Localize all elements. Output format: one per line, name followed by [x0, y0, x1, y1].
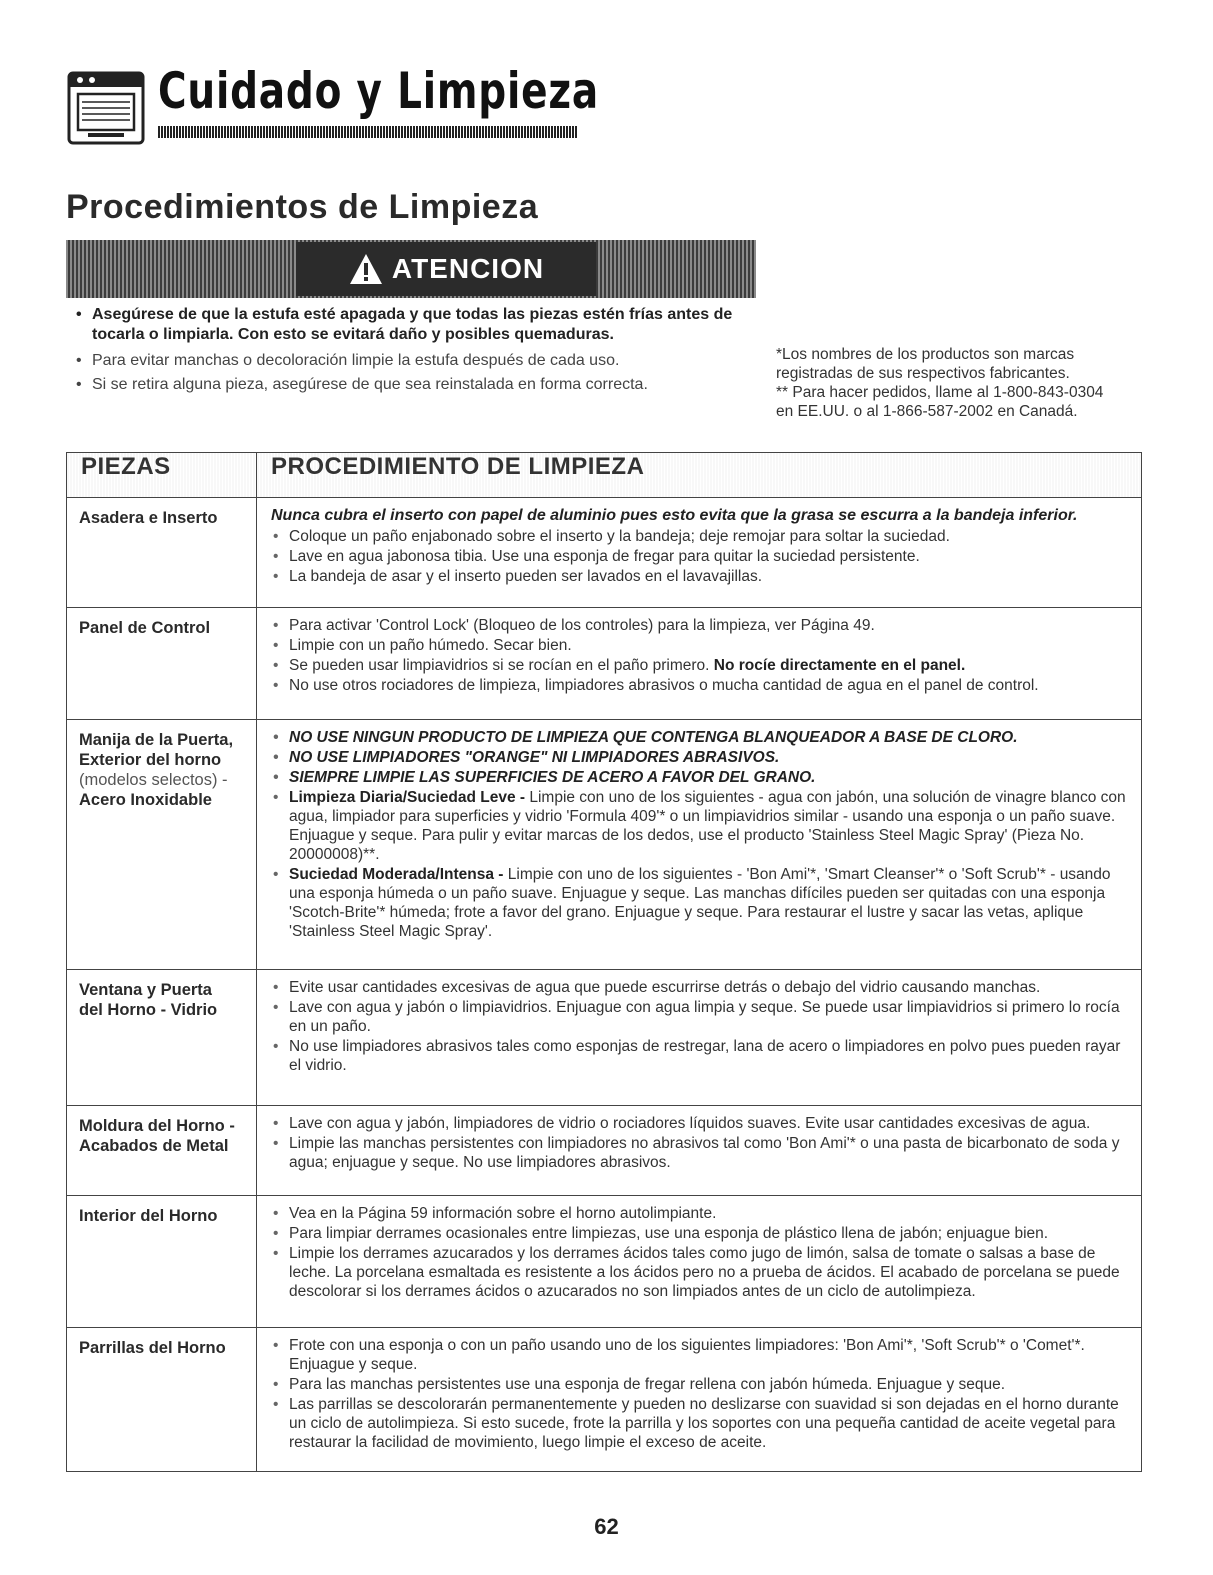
cleaning-table — [66, 452, 1142, 1472]
procedure-list — [271, 978, 1129, 1075]
list-item: • Coloque un paño enjabonado sobre el inserto y la bandeja; deje remojar para soltar la suciedad. — [271, 527, 1129, 546]
part-name — [67, 1106, 257, 1196]
part-line: (modelos selectos) - — [79, 771, 228, 789]
caution-banner — [66, 240, 756, 298]
list-item: • Lave con agua y jabón o limpiavidrios. Enjuague con agua limpia y seque. Se puede usar limpiavidrios si primero lo rocía en un paño. — [271, 998, 1129, 1036]
header-parts: PIEZAS — [67, 453, 257, 498]
procedure-cell — [257, 608, 1142, 720]
footnote-line: ** Para hacer pedidos, llame al 1-800-843-0304 — [776, 384, 1104, 401]
part-line: Ventana y Puerta — [79, 981, 212, 999]
caution-label — [296, 242, 596, 296]
caution-text: ATENCION — [391, 253, 545, 284]
list-item — [271, 865, 1129, 941]
part-line: del Horno - Vidrio — [79, 1001, 218, 1019]
procedure-cell — [257, 1328, 1142, 1472]
part-line: Acabados de Metal — [79, 1137, 229, 1155]
page-number: 62 — [594, 1514, 619, 1539]
caution-item: • Para evitar manchas o decoloración limpie la estufa después de cada uso. — [76, 351, 766, 371]
table-row — [67, 1106, 1142, 1196]
header-procedure: PROCEDIMIENTO DE LIMPIEZA — [257, 453, 1142, 498]
page-header-title: Cuidado y Limpieza — [158, 62, 599, 120]
row-note: Nunca cubra el inserto con papel de aluminio pues esto evita que la grasa se escurra a la bandeja inferior. — [271, 507, 1078, 524]
oven-icon — [66, 70, 146, 146]
list-item: • Lave con agua y jabón, limpiadores de vidrio o rociadores líquidos suaves. Evite usar cantidades excesivas de agua. — [271, 1114, 1129, 1133]
item-emphasis: No rocíe directamente en el panel. — [713, 657, 966, 674]
footnote-line: en EE.UU. o al 1-866-587-2002 en Canadá. — [776, 403, 1078, 420]
part-name: Asadera e Inserto — [67, 498, 257, 608]
part-name: Interior del Horno — [67, 1196, 257, 1328]
procedure-cell — [257, 1196, 1142, 1328]
procedure-cell — [257, 720, 1142, 970]
table-row — [67, 1196, 1142, 1328]
footnote-line: *Los nombres de los productos son marcas — [776, 346, 1075, 363]
table-row — [67, 970, 1142, 1106]
warning-triangle-icon — [348, 252, 384, 286]
table-row — [67, 608, 1142, 720]
part-line: Moldura del Horno - — [79, 1117, 235, 1135]
part-line: Exterior del horno — [79, 751, 222, 769]
list-item: • Las parrillas se descolorarán permanentemente y pueden no deslizarse con suavidad si son dejadas en el horno durante un ciclo de autolimpieza. Si esto sucede, frote la parrilla y los soportes con una pequeña cantidad de aceite vegetal para restaurar la facilidad de movimiento, luego limpie el exceso de aceite. — [271, 1395, 1129, 1452]
page-header — [66, 62, 599, 146]
procedure-cell — [257, 970, 1142, 1106]
list-item: • Lave en agua jabonosa tibia. Use una esponja de fregar para quitar la suciedad persistente. — [271, 547, 1129, 566]
part-name — [67, 970, 257, 1106]
part-name: Parrillas del Horno — [67, 1328, 257, 1472]
list-item — [271, 788, 1129, 864]
part-line: Manija de la Puerta, — [79, 731, 234, 749]
section-title: Procedimientos de Limpieza — [66, 188, 539, 226]
list-item: • Para limpiar derrames ocasionales entre limpiezas, use una esponja de plástico llena de jabón; enjuague bien. — [271, 1224, 1129, 1243]
footnote-line: registradas de sus respectivos fabricantes. — [776, 365, 1070, 382]
list-item: • Limpie los derrames azucarados y los derrames ácidos tales como jugo de limón, salsa de tomate o salsas a base de leche. La porcelana esmaltada es resistente a los ácidos pero no a prueba de ácidos. El acabado de porcelana se puede descolorar si los derrames ácidos o azucarados no son limpiados antes de un ciclo de autolimpieza. — [271, 1244, 1129, 1301]
procedure-list — [271, 1336, 1129, 1452]
list-item: • Evite usar cantidades excesivas de agua que puede escurrirse detrás o debajo del vidrio causando manchas. — [271, 978, 1129, 997]
procedure-list — [271, 1204, 1129, 1301]
item-text: Limpie con uno de los siguientes - agua con jabón, una solución de vinagre blanco con agua, limpiador para superficies y vidrio 'Formula 409'* o un limpiavidrios similar - usando una esponja o un paño suave. Enjuague y seque. Para pulir y evitar marcas de los dedos, use el producto 'Stainless Steel Magic Spray' (Pieza No. 20000008)**. — [289, 789, 1126, 863]
part-name — [67, 720, 257, 970]
list-item: • Frote con una esponja o con un paño usando uno de los siguientes limpiadores: 'Bon Ami'*, 'Soft Scrub'* o 'Comet'*. Enjuague y seque. — [271, 1336, 1129, 1374]
procedure-list — [271, 616, 1129, 695]
list-item: • Vea en la Página 59 información sobre el horno autolimpiante. — [271, 1204, 1129, 1223]
procedure-cell — [257, 1106, 1142, 1196]
caution-item: • Asegúrese de que la estufa esté apagada y que todas las piezas estén frías antes de tocarla o limpiarla. Con esto se evitará daño y posibles quemaduras. — [76, 305, 766, 345]
header-rule — [158, 126, 578, 138]
part-name: Panel de Control — [67, 608, 257, 720]
item-lead: Limpieza Diaria/Suciedad Leve - — [289, 789, 526, 806]
table-row — [67, 720, 1142, 970]
procedure-list — [271, 728, 1129, 941]
caution-list — [76, 305, 766, 399]
list-item: • Para las manchas persistentes use una esponja de fregar rellena con jabón húmeda. Enjuague y seque. — [271, 1375, 1129, 1394]
item-lead: Suciedad Moderada/Intensa - — [289, 866, 504, 883]
warning-item: • SIEMPRE LIMPIE LAS SUPERFICIES DE ACERO A FAVOR DEL GRANO. — [271, 768, 1129, 787]
list-item — [271, 656, 1129, 675]
warning-item: • NO USE LIMPIADORES "ORANGE" NI LIMPIADORES ABRASIVOS. — [271, 748, 1129, 767]
item-text: Se pueden usar limpiavidrios si se rocían en el paño primero. — [289, 657, 710, 674]
part-line: Acero Inoxidable — [79, 791, 212, 809]
list-item: • No use otros rociadores de limpieza, limpiadores abrasivos o mucha cantidad de agua en el panel de control. — [271, 676, 1129, 695]
procedure-list — [271, 527, 1129, 586]
list-item: • La bandeja de asar y el inserto pueden ser lavados en el lavavajillas. — [271, 567, 1129, 586]
list-item: • Limpie las manchas persistentes con limpiadores no abrasivos tal como 'Bon Ami'* o una pasta de bicarbonato de soda y agua; enjuague y seque. No use limpiadores abrasivos. — [271, 1134, 1129, 1172]
list-item: • Limpie con un paño húmedo. Secar bien. — [271, 636, 1129, 655]
list-item: • Para activar 'Control Lock' (Bloqueo de los controles) para la limpieza, ver Página 49. — [271, 616, 1129, 635]
item-text: Limpie con uno de los siguientes - 'Bon Ami'*, 'Smart Cleanser'* o 'Soft Scrub'* - usando una esponja húmeda o un paño suave. Enjuague y seque. Las manchas difíciles pueden ser quitadas con una esponja 'Scotch-Brite'* húmeda; frote a favor del grano. Enjuague y seque. Para restaurar el lustre y sacar las vetas, aplique 'Stainless Steel Magic Spray'. — [289, 866, 1111, 940]
caution-item: • Si se retira alguna pieza, asegúrese de que sea reinstalada en forma correcta. — [76, 375, 766, 395]
procedure-cell — [257, 498, 1142, 608]
table-header-row — [67, 453, 1142, 498]
warning-item: • NO USE NINGUN PRODUCTO DE LIMPIEZA QUE CONTENGA BLANQUEADOR A BASE DE CLORO. — [271, 728, 1129, 747]
procedure-list — [271, 1114, 1129, 1172]
table-row — [67, 1328, 1142, 1472]
footnote — [776, 345, 1156, 421]
table-row — [67, 498, 1142, 608]
list-item: • No use limpiadores abrasivos tales como esponjas de restregar, lana de acero o limpiadores en polvo pues pueden rayar el vidrio. — [271, 1037, 1129, 1075]
